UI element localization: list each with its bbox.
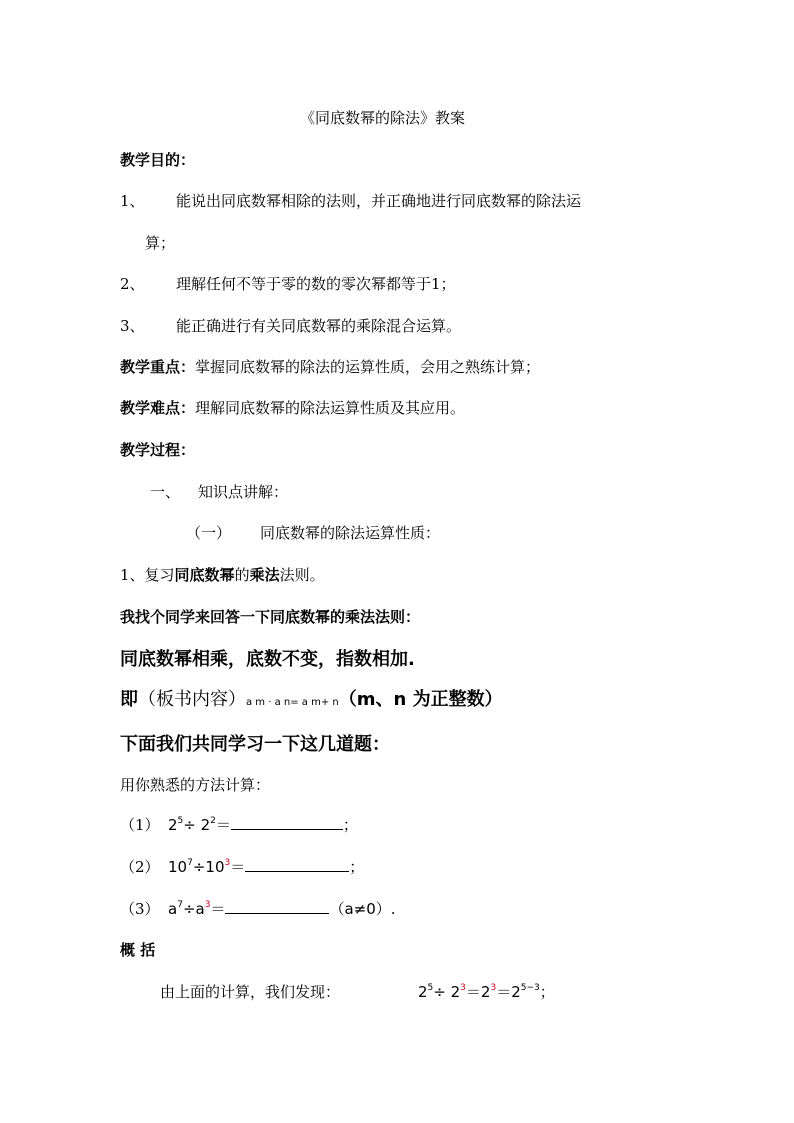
part-number: 一、 bbox=[150, 483, 181, 501]
objective-text: 理解任何不等于零的数的零次幂都等于1； bbox=[176, 275, 456, 293]
answer-blank-1[interactable] bbox=[231, 815, 343, 830]
process-part-1 bbox=[150, 482, 288, 502]
exercise-instruction: 用你熟悉的方法计算： bbox=[120, 776, 271, 794]
difficult-points-text: 理解同底数幂的除法运算性质及其应用。 bbox=[195, 399, 466, 417]
subpart-title: 同底数幂的除法运算性质： bbox=[260, 524, 441, 542]
objective-item-1 bbox=[120, 191, 581, 211]
key-points-text: 掌握同底数幂的除法的运算性质，会用之熟练计算； bbox=[195, 358, 541, 376]
answer-blank-3[interactable] bbox=[225, 899, 329, 914]
objective-number: 3、 bbox=[120, 317, 145, 335]
exercise-item-2: （2） $10^7\div 10^3=$ ； bbox=[120, 858, 365, 876]
formula: a m · a n= a m+ n bbox=[246, 697, 339, 708]
objective-text: 能说出同底数幂相除的法则，并正确地进行同底数幂的除法运 bbox=[176, 192, 582, 210]
summary-heading: 概 括 bbox=[120, 941, 156, 959]
key-points-label: 教学重点： bbox=[120, 358, 196, 376]
exercise-item-3: （3） $a^7\div a^3= (a\ne 0)$. bbox=[120, 900, 396, 918]
document-title: 《同底数幂的除法》教案 bbox=[300, 109, 466, 127]
rule-formula-line: 即（板书内容）a m · a n= a m+ n（m、n 为正整数） bbox=[120, 689, 503, 710]
process-subpart-1 bbox=[186, 523, 440, 543]
objective-item-1-continued: 算； bbox=[145, 234, 176, 252]
rule-statement: 同底数幂相乘，底数不变，指数相加. bbox=[120, 649, 415, 670]
part-title: 知识点讲解： bbox=[198, 483, 289, 501]
ask-student-line: 我找个同学来回答一下同底数幂的乘法法则： bbox=[120, 608, 421, 626]
review-line: 1、复习同底数幂的乘法法则。 bbox=[120, 566, 325, 584]
exercise-item-1: （1） $2^5\div 2^2=$ ； bbox=[120, 816, 358, 834]
section-objectives-heading: 教学目的： bbox=[120, 151, 196, 169]
answer-blank-2[interactable] bbox=[245, 857, 349, 872]
section-process-heading: 教学过程： bbox=[120, 441, 196, 459]
difficult-points-label: 教学难点： bbox=[120, 399, 196, 417]
objective-item-2 bbox=[120, 274, 456, 294]
objective-number: 1、 bbox=[120, 192, 145, 210]
objective-text: 能正确进行有关同底数幂的乘除混合运算。 bbox=[176, 317, 462, 335]
subpart-number: （一） bbox=[186, 524, 232, 542]
key-points bbox=[120, 357, 540, 377]
objective-item-3 bbox=[120, 316, 461, 336]
objective-number: 2、 bbox=[120, 275, 145, 293]
summary-line: 由上面的计算，我们发现： $2^5\div 2^3=2^3=2^{5-3}$； bbox=[160, 983, 555, 1001]
difficult-points bbox=[120, 398, 465, 418]
exercise-intro: 下面我们共同学习一下这几道题： bbox=[120, 734, 390, 755]
